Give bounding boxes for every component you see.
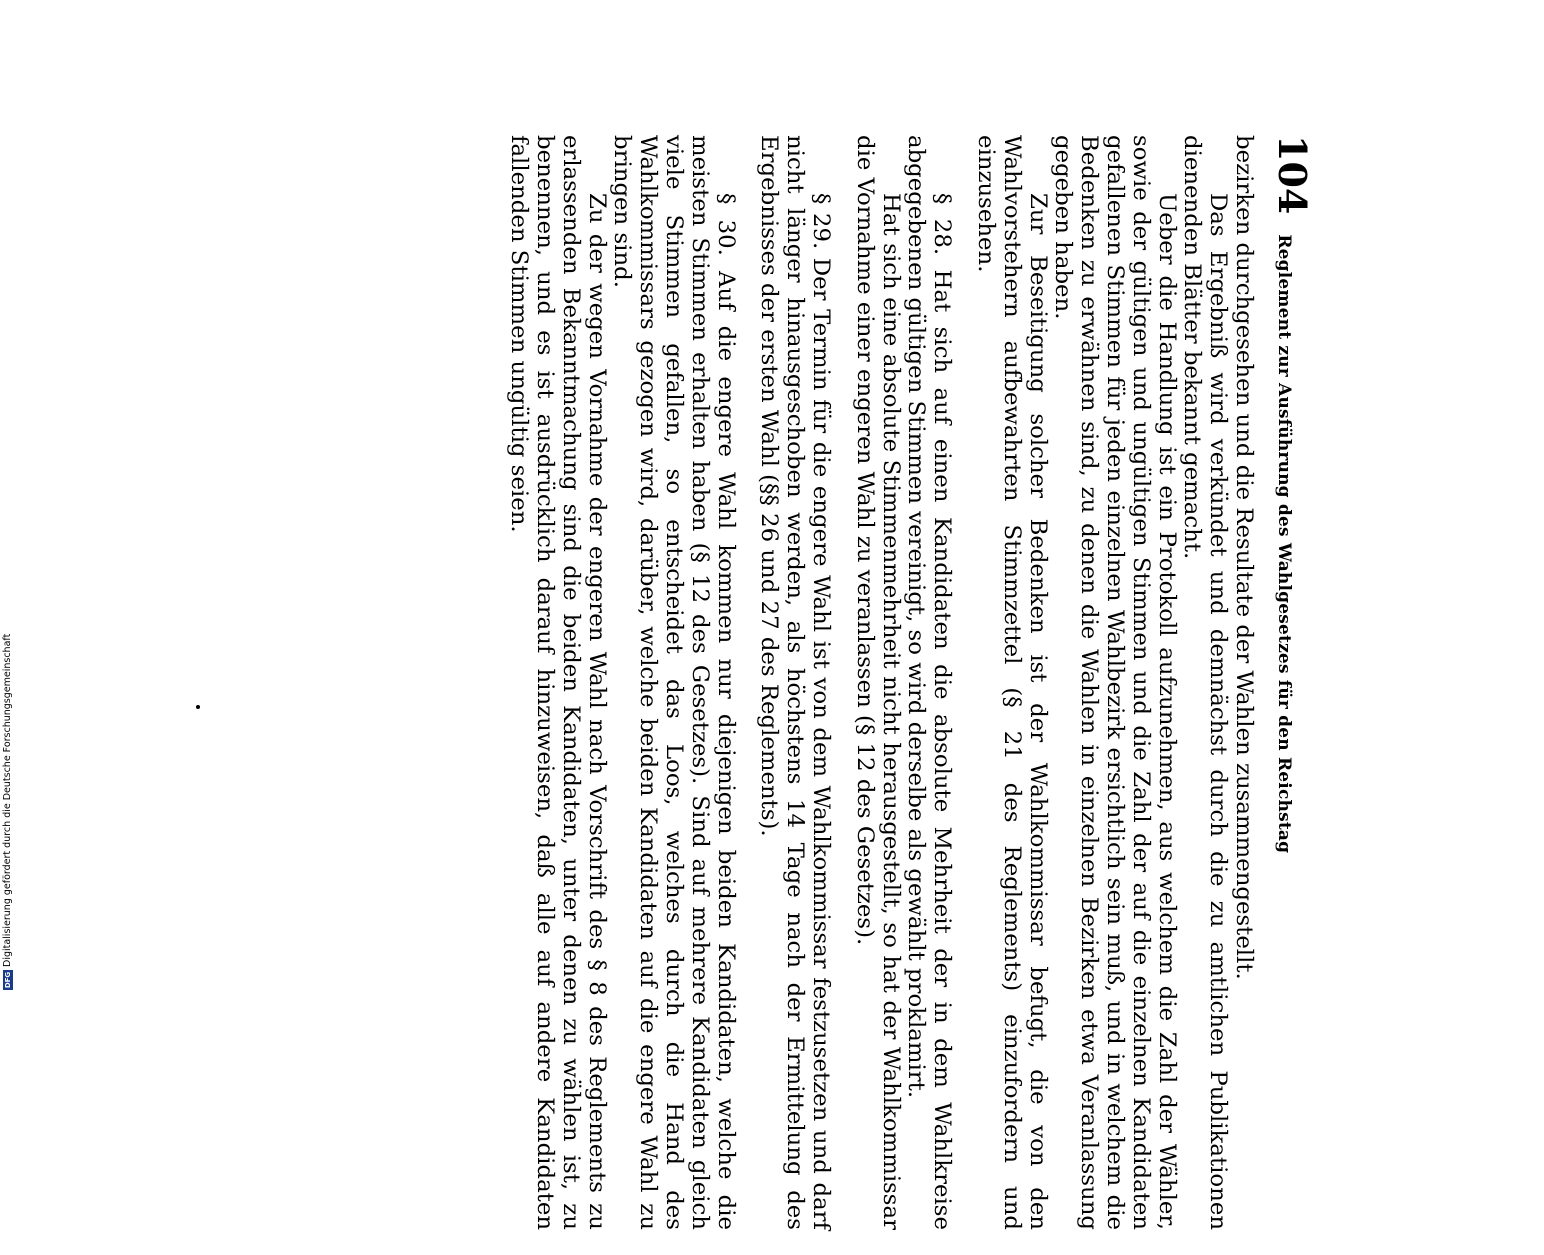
running-head: Reglement zur Ausführung des Wahlgesetzes für den Reichstag [1274,234,1294,854]
paragraph: Zur Beseitigung solcher Bedenken ist der Wahlkommissar befugt, die von den Wahlvorstehern aufbewahrten Stimmzettel (§ 21 des Reglements) einzufordern und einzusehen. [973,135,1051,1230]
digitization-text: Digitalisierung gefördert durch die Deutsche Forschungsgemeinschaft [2,633,13,967]
printer-dot [196,705,200,709]
section-paragraph-28: § 28. Hat sich auf einen Kandidaten die absolute Mehrheit der in dem Wahlkreise abgegebenen gültigen Stimmen vereinigt, so wird derselbe als gewählt proklamirt. [903,135,956,1230]
paragraph: Ueber die Handlung ist ein Protokoll aufzunehmen, aus welchem die Zahl der Wähler, sowie der gültigen und ungültigen Stimmen und die Zahl der auf die einzelnen Kandidaten gefallenen Stimmen für jeden einzelnen Wahlbezirk ersichtlich sein muß, und in welchem die Bedenken zu erwähnen sind, zu denen die Wahlen in einzelnen Bezirken etwa Veranlassung gegeben haben. [1050,135,1180,1230]
paragraph: Das Ergebniß wird verkündet und demnächst durch die zu amtlichen Publikationen dienenden Blätter bekannt gemacht. [1179,135,1232,1230]
body-text [505,135,1256,1230]
section-paragraph-30: § 30. Auf die engere Wahl kommen nur diejenigen beiden Kandidaten, welche die meisten Stimmen erhalten haben (§ 12 des Gesetzes). Sind auf mehrere Kandidaten gleich viele Stimmen gefallen, so entscheidet das Loos, welches durch die Hand des Wahlkommissars gezogen wird, darüber, welche beiden Kandidaten auf die engere Wahl zu bringen sind. [609,135,739,1230]
page-number: 104 [1270,135,1315,215]
digitization-note [2,595,14,990]
paragraph: Hat sich eine absolute Stimmenmehrheit nicht herausgestellt, so hat der Wahlkommissar die Vornahme einer engeren Wahl zu veranlassen (§ 12 des Gesetzes). [851,135,904,1230]
paragraph: Zu der wegen Vornahme der engeren Wahl nach Vorschrift des § 8 des Reglements zu erlassenden Bekanntmachung sind die beiden Kandidaten, unter denen zu wählen ist, zu benennen, und es ist ausdrücklich darauf hinzuweisen, daß alle auf andere Kandidaten fallenden Stimmen ungültig seien. [506,135,610,1230]
dfg-logo: DFG [4,971,12,989]
page-header [1268,135,1315,1255]
paragraph: bezirken durchgesehen und die Resultate der Wahlen zusammengestellt. [1231,135,1257,980]
document-page [142,135,1315,1255]
section-paragraph-29: § 29. Der Termin für die engere Wahl ist von dem Wahlkommissar festzusetzen und darf nicht länger hinausgeschoben werden, als höchstens 14 Tage nach der Ermittelung des Ergebnisses der ersten Wahl (§§ 26 und 27 des Reglements). [756,135,835,1230]
